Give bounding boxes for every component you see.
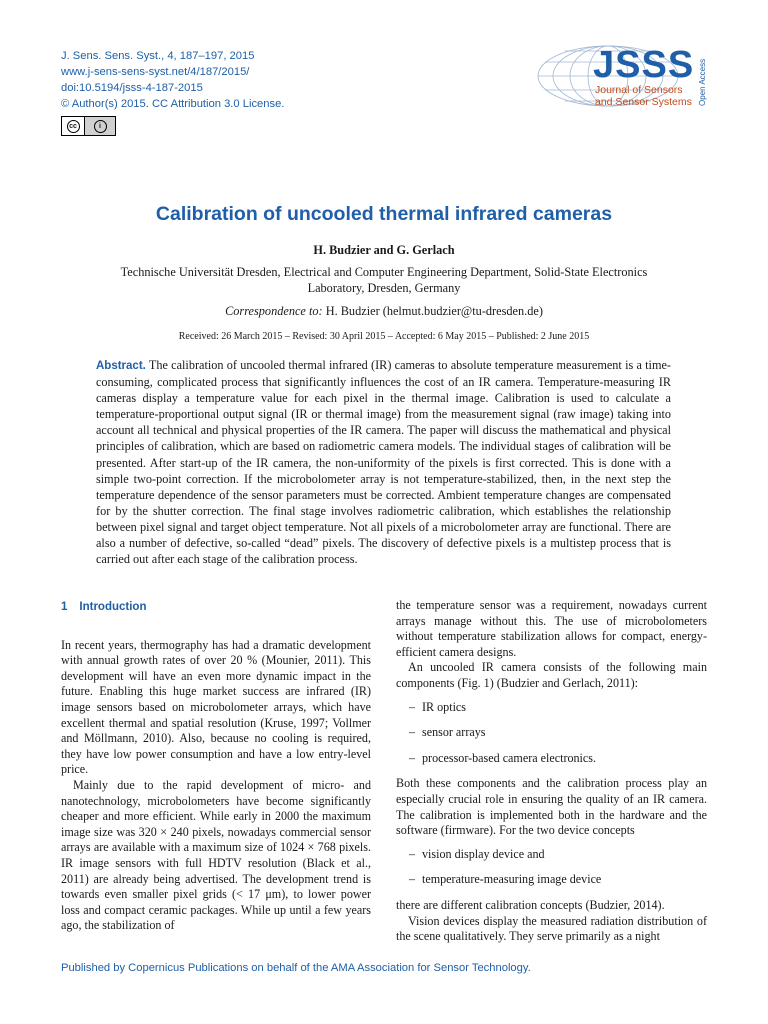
publication-dates: Received: 26 March 2015 – Revised: 30 April 2015 – Accepted: 6 May 2015 – Published: 2 June 2015 [178,331,590,342]
journal-meta [61,48,284,112]
license-text: © Author(s) 2015. CC Attribution 3.0 License. [61,98,285,110]
list-item: – processor-based camera electronics. [409,750,597,765]
authors: H. Budzier and G. Gerlach [313,243,455,257]
journal-acronym: JSSS [593,44,695,86]
right-column [396,598,707,945]
list-item: – temperature-measuring image device [409,872,602,887]
paragraph: there are different calibration concepts (Budzier, 2014). [396,897,665,912]
paragraph: In recent years, thermography has had a dramatic development with annual growth rates of over 20 % (Mounier, 2011). This development will have an even more dynamic impact in the future. Enabling this huge market success are infrared (IR) image sensors based on microbolometer arrays, which have excellent thermal and spatial resolution (Kruse, 1997; Vollmer and Möllmann, 2010). Also, because no cooling is required, they have low power consumption and have a low entry-level price. [61,637,371,777]
open-access-label: Open Access [698,58,707,106]
list-item: – sensor arrays [409,725,486,740]
citation: J. Sens. Sens. Syst., 4, 187–197, 2015 [61,50,255,62]
by-person-icon: i [94,120,107,133]
doi[interactable]: doi:10.5194/jsss-4-187-2015 [61,82,203,94]
abstract-text: The calibration of uncooled thermal infrared (IR) cameras to absolute temperature measurement is a time-consuming, complicated process that significantly influences the cost of an IR camera. Temperature-measuring IR cameras display a temperature value for each pixel in the thermal image. Calibration is used to calculate a temperature-proportional output signal (IR or thermal image) from the measurement signal (raw image) taking into account all technical and physical properties of the IR camera. The paper will discuss the mathematical and physical principles of calibration, which are based on radiometric camera models. The individual stages of calibration will be presented. After start-up of the IR camera, the non-uniformity of the pixels is first corrected. This is done with a simple two-point correction. If the microbolometer array is not temperature-stabilized, then, in the next step the temperature dependence of the sensor parameters must be corrected. Ambient temperature changes are compensated for by the shutter correction. The final stage involves radiometric calibration, which establishes the relationship between pixel signal and target object temperature. Not all pixels of a microbolometer array are functional. There are also a number of defective, so-called “dead” pixels. The discovery of defective pixels is a multistep process that is carried out after each stage of the calibration process. [96,358,671,567]
paper-title: Calibration of uncooled thermal infrared cameras [155,203,613,225]
correspondence-label: Correspondence to: [225,304,323,318]
paragraph: Mainly due to the rapid development of micro- and nanotechnology, microbolometers have become significantly cheaper and more efficient. While early in 2000 the maximum image size was 320 × 240 pixels, nowadays commercial sensor arrays are available with a maximum size of 1024 × 768 pixels. IR image sensors with full HDTV resolution (Black et al., 2011) are already being advertised. The development trend is towards even smaller pixel grids (< 17 μm), to lower power loss and compact ceramic packages. While up until a few years ago, the stabilization of [61,777,371,933]
paragraph: Both these components and the calibration process play an especially crucial role in ensuring the quality of an IR camera. The calibration is implemented both in the hardware and the software (firmware). For the two device concepts [396,776,707,838]
affiliation: Technische Universität Dresden, Electrical and Computer Engineering Department, Solid-State Electronics Laboratory, Dresden, Germany [120,265,648,295]
list-item: – vision display device and [409,846,545,861]
correspondence [0,304,768,319]
component-list [396,700,707,767]
paragraph: Vision devices display the measured radiation distribution of the scene qualitatively. They serve primarily as a night [396,913,707,944]
cc-icon: cc [67,120,80,133]
correspondence-value[interactable]: H. Budzier (helmut.budzier@tu-dresden.de) [325,304,543,318]
abstract [96,357,671,567]
device-concept-list [396,847,707,888]
section-heading: 1 Introduction [61,601,147,613]
abstract-label: Abstract. [96,360,146,372]
left-column [61,598,371,934]
cc-by-icon[interactable] [61,116,116,136]
publisher-footer[interactable]: Published by Copernicus Publications on behalf of the AMA Association for Sensor Technology. [61,962,531,974]
article-url[interactable]: www.j-sens-sens-syst.net/4/187/2015/ [61,66,250,78]
list-item: – IR optics [409,699,467,714]
paragraph: An uncooled IR camera consists of the following main components (Fig. 1) (Budzier and Gerlach, 2011): [396,660,707,690]
journal-name: Journal of Sensors and Sensor Systems [595,84,692,108]
paragraph: the temperature sensor was a requirement, nowadays current arrays manage without this. The use of microbolometers without temperature stabilization allows for compact, energy-efficient camera designs. [396,598,707,659]
